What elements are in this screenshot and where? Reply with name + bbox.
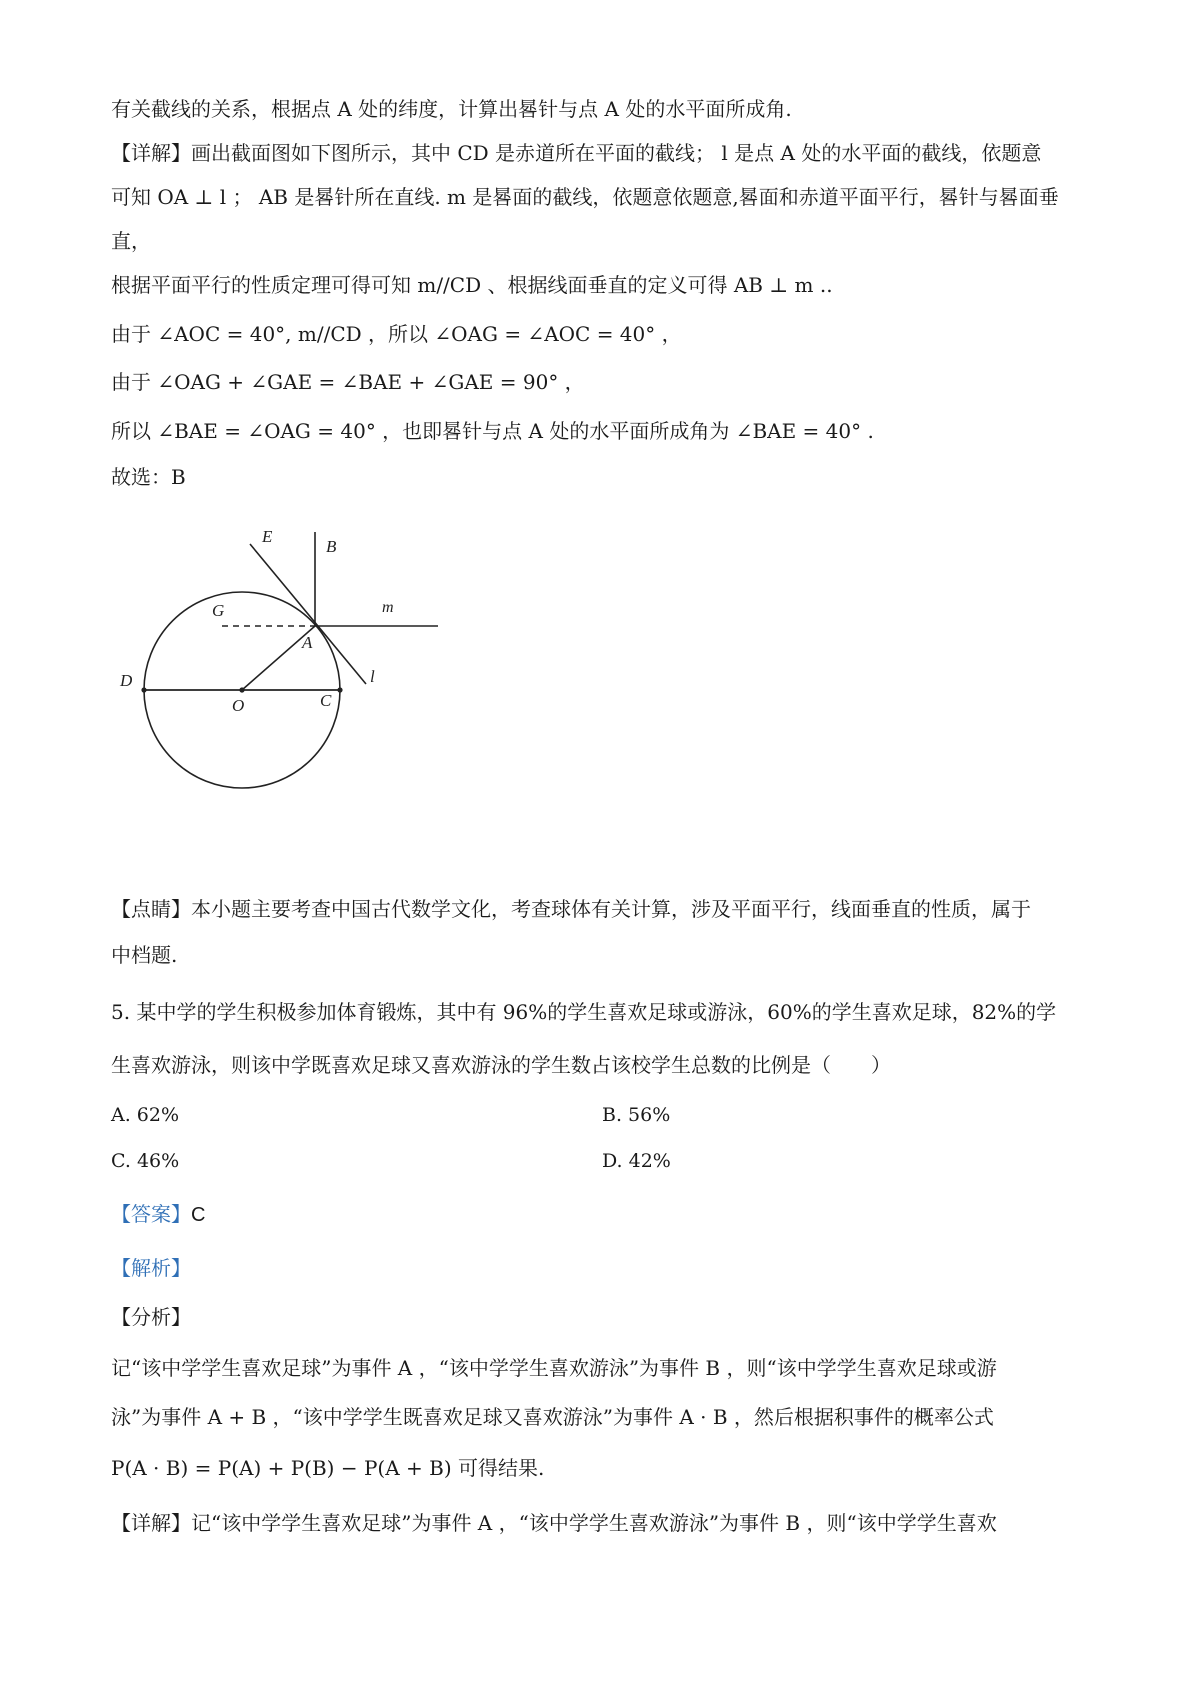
label-l: l (370, 667, 375, 686)
label-b: B (326, 537, 337, 556)
answer-tag: 【答案】 (111, 1202, 191, 1226)
text-line: 可知 OA ⊥ l ； AB 是晷针所在直线. m 是晷面的截线，依题意依题意,晷面和赤道平面平行，晷针与晷面垂 (111, 185, 1059, 209)
text-line: 泳”为事件 A + B ，“该中学学生既喜欢足球又喜欢游泳”为事件 A · B ，然后根据积事件的概率公式 (111, 1405, 994, 1429)
point-o (239, 687, 244, 692)
text-line: 【详解】画出截面图如下图所示，其中 CD 是赤道所在平面的截线； l 是点 A 处的水平面的截线，依题意 (111, 141, 1042, 165)
text-line: 直， (111, 229, 151, 253)
text-line: 根据平面平行的性质定理可得可知 m//CD 、根据线面垂直的定义可得 AB ⊥ m .. (111, 273, 833, 297)
geometry-diagram (120, 527, 480, 860)
label-c: C (320, 691, 332, 710)
text-line: 有关截线的关系，根据点 A 处的纬度，计算出晷针与点 A 处的水平面所成角. (111, 97, 792, 121)
text-line: 由于 ∠OAG + ∠GAE = ∠BAE + ∠GAE = 90° ， (111, 370, 585, 394)
option-c: C. 46% (111, 1150, 180, 1172)
label-d: D (120, 671, 133, 690)
point-d (141, 687, 146, 692)
formula-line: P(A · B) = P(A) + P(B) − P(A + B) 可得结果. (111, 1456, 545, 1480)
label-m: m (382, 599, 394, 616)
text-line: 所以 ∠BAE = ∠OAG = 40° ，也即晷针与点 A 处的水平面所成角为 ∠BAE = 40° . (111, 419, 874, 443)
line-l (250, 544, 366, 684)
question-5-line-2: 生喜欢游泳，则该中学既喜欢足球又喜欢游泳的学生数占该校学生总数的比例是（ ） (111, 1053, 891, 1077)
text-line: 由于 ∠AOC = 40°, m//CD ，所以 ∠OAG = ∠AOC = 40° ， (111, 322, 682, 346)
option-d: D. 42% (602, 1150, 671, 1172)
label-g: G (212, 601, 225, 620)
label-e: E (262, 527, 273, 546)
option-a: A. 62% (111, 1104, 180, 1126)
analysis-tag: 【解析】 (111, 1256, 191, 1280)
answer-value: C (191, 1204, 206, 1226)
text-line: 中档题. (111, 943, 178, 967)
question-5-line-1: 5. 某中学的学生积极参加体育锻炼，其中有 96%的学生喜欢足球或游泳，60%的学生喜欢足球，82%的学 (111, 1000, 1057, 1024)
label-a: A (302, 633, 313, 652)
label-o: O (232, 696, 245, 715)
text-line: 记“该中学学生喜欢足球”为事件 A ，“该中学学生喜欢游泳”为事件 B ，则“该中学学生喜欢足球或游 (111, 1356, 997, 1380)
text-line: 【详解】记“该中学学生喜欢足球”为事件 A ，“该中学学生喜欢游泳”为事件 B ，则“该中学学生喜欢 (111, 1511, 997, 1535)
answer-line (111, 1200, 205, 1229)
point-c (337, 687, 342, 692)
text-line: 【点睛】本小题主要考查中国古代数学文化，考查球体有关计算，涉及平面平行，线面垂直的性质，属于 (111, 897, 1031, 921)
fenxi-tag: 【分析】 (111, 1305, 191, 1329)
text-line: 故选：B (111, 465, 186, 489)
option-b: B. 56% (602, 1104, 671, 1126)
